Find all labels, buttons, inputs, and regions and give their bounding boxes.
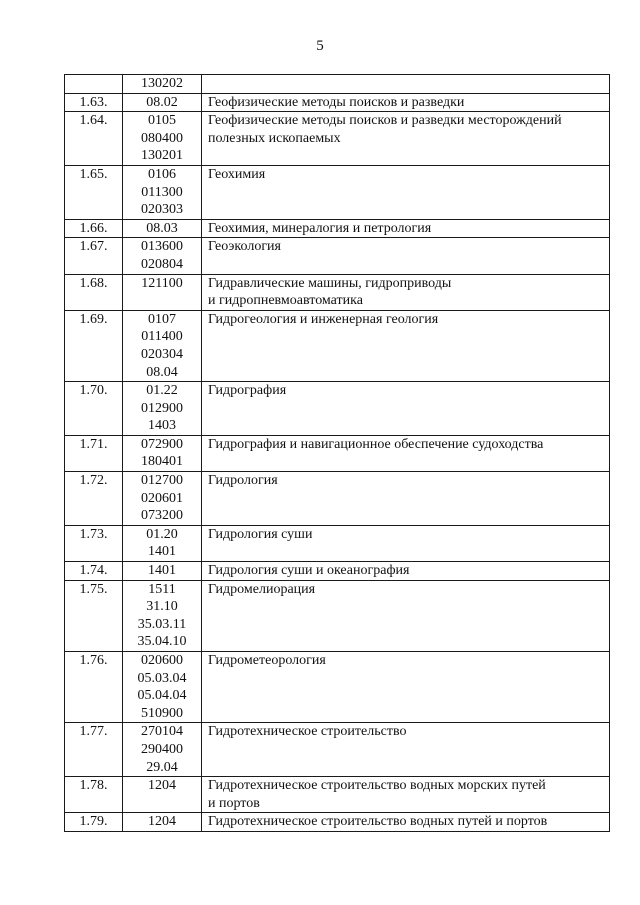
specialty-code: 1403 <box>148 418 176 434</box>
specialty-name-line: Гидрология суши и океанография <box>208 563 410 579</box>
specialty-code: 020304 <box>141 346 183 362</box>
specialty-code: 05.03.04 <box>137 670 187 686</box>
specialty-code: 013600 <box>141 239 183 255</box>
table-row <box>65 238 610 274</box>
row-number <box>65 75 123 94</box>
specialty-name <box>202 382 610 436</box>
specialty-name-line: Гидротехническое строительство <box>208 724 407 740</box>
specialty-codes <box>123 219 202 238</box>
specialty-code: 020601 <box>141 490 183 506</box>
row-number: 1.79. <box>65 813 123 832</box>
table-row <box>65 777 610 813</box>
row-number: 1.74. <box>65 562 123 581</box>
specialty-name <box>202 238 610 274</box>
specialty-name <box>202 75 610 94</box>
specialty-codes <box>123 813 202 832</box>
specialty-code: 35.03.11 <box>137 616 187 632</box>
specialty-name <box>202 652 610 723</box>
specialty-codes <box>123 580 202 651</box>
specialty-name <box>202 580 610 651</box>
specialty-code: 012900 <box>141 400 183 416</box>
specialty-codes <box>123 472 202 526</box>
specialty-name <box>202 723 610 777</box>
specialty-name-line: Гидрология <box>208 473 278 489</box>
table-row <box>65 382 610 436</box>
specialty-name <box>202 525 610 561</box>
table-row <box>65 525 610 561</box>
specialty-code: 072900 <box>141 436 183 452</box>
specialty-code: 0107 <box>148 311 176 327</box>
specialty-code: 01.22 <box>146 383 178 399</box>
specialty-name <box>202 562 610 581</box>
specialty-name <box>202 435 610 471</box>
specialty-code: 29.04 <box>146 759 178 775</box>
specialty-codes <box>123 310 202 381</box>
specialty-code: 0106 <box>148 166 176 182</box>
specialty-name <box>202 813 610 832</box>
table-row <box>65 165 610 219</box>
specialty-codes <box>123 525 202 561</box>
specialty-code: 05.04.04 <box>137 688 187 704</box>
specialty-name <box>202 472 610 526</box>
specialty-name <box>202 274 610 310</box>
row-number: 1.68. <box>65 274 123 310</box>
specialty-code: 121100 <box>141 275 183 291</box>
specialty-code: 290400 <box>141 741 183 757</box>
row-number: 1.73. <box>65 525 123 561</box>
row-number: 1.66. <box>65 219 123 238</box>
table-row <box>65 75 610 94</box>
row-number: 1.72. <box>65 472 123 526</box>
specialty-code: 020804 <box>141 256 183 272</box>
specialty-name-line: Геофизические методы поисков и разведки месторождений <box>208 113 562 129</box>
specialty-code: 1511 <box>148 581 176 597</box>
specialty-code: 0105 <box>148 113 176 129</box>
specialty-code: 08.02 <box>146 94 178 110</box>
specialty-name <box>202 112 610 166</box>
specialty-name-line: и портов <box>208 795 260 811</box>
table-row <box>65 652 610 723</box>
specialty-code: 510900 <box>141 705 183 721</box>
row-number: 1.71. <box>65 435 123 471</box>
specialty-code: 011300 <box>141 184 183 200</box>
table-row <box>65 112 610 166</box>
specialty-name-line: и гидропневмоавтоматика <box>208 293 363 309</box>
specialty-code: 130201 <box>141 148 183 164</box>
specialty-name-line: Гидрометеорология <box>208 653 326 668</box>
specialty-code: 073200 <box>141 508 183 524</box>
specialty-name <box>202 219 610 238</box>
row-number: 1.77. <box>65 723 123 777</box>
specialty-code: 012700 <box>141 473 183 489</box>
row-number: 1.76. <box>65 652 123 723</box>
row-number: 1.78. <box>65 777 123 813</box>
specialty-name-line: Геохимия, минералогия и петрология <box>208 220 432 236</box>
row-number: 1.69. <box>65 310 123 381</box>
specialty-name <box>202 93 610 112</box>
table-body <box>65 75 610 832</box>
row-number: 1.75. <box>65 580 123 651</box>
specialty-code: 1401 <box>148 544 176 560</box>
specialty-code: 020303 <box>141 202 183 218</box>
specialty-code: 080400 <box>141 130 183 146</box>
specialty-name <box>202 310 610 381</box>
specialty-codes <box>123 165 202 219</box>
row-number: 1.70. <box>65 382 123 436</box>
specialty-code: 180401 <box>141 454 183 470</box>
specialty-code: 01.20 <box>146 526 178 542</box>
specialty-codes <box>123 238 202 274</box>
specialty-code: 08.04 <box>146 364 178 380</box>
specialty-name-line: полезных ископаемых <box>208 130 341 146</box>
specialty-codes <box>123 562 202 581</box>
table-row <box>65 435 610 471</box>
table-row <box>65 219 610 238</box>
row-number: 1.63. <box>65 93 123 112</box>
table-row <box>65 93 610 112</box>
specialty-codes <box>123 777 202 813</box>
specialty-name-line: Геоэкология <box>208 239 281 255</box>
specialty-codes <box>123 112 202 166</box>
page-number: 5 <box>316 38 324 54</box>
specialty-name-line: Гидротехническое строительство водных путей и портов <box>208 814 548 830</box>
specialty-code: 1401 <box>148 563 176 579</box>
specialty-codes <box>123 274 202 310</box>
specialty-name <box>202 777 610 813</box>
specialty-codes <box>123 75 202 94</box>
specialty-name-line: Гидрография <box>208 383 287 399</box>
specialty-name-line: Гидромелиорация <box>208 581 316 597</box>
specialty-name-line: Гидравлические машины, гидроприводы <box>208 275 452 291</box>
specialty-codes <box>123 435 202 471</box>
specialty-codes <box>123 723 202 777</box>
specialty-codes <box>123 382 202 436</box>
table-row <box>65 723 610 777</box>
specialty-code: 130202 <box>141 76 183 91</box>
specialty-code: 08.03 <box>146 220 178 236</box>
specialty-code: 1204 <box>148 814 176 830</box>
specialty-code: 020600 <box>141 653 183 668</box>
table-row <box>65 580 610 651</box>
specialty-name-line: Гидротехническое строительство водных морских путей <box>208 778 546 794</box>
specialty-name <box>202 165 610 219</box>
specialty-code: 270104 <box>141 724 183 740</box>
specialty-name-line: Гидрология суши <box>208 526 313 542</box>
specialty-code: 1204 <box>148 778 176 794</box>
row-number: 1.64. <box>65 112 123 166</box>
table-row <box>65 813 610 832</box>
specialty-name-line: Гидрогеология и инженерная геология <box>208 311 439 327</box>
specialty-code: 31.10 <box>146 599 178 615</box>
specialty-code: 011400 <box>141 329 183 345</box>
specialty-name-line: Геохимия <box>208 166 266 182</box>
specialty-code: 35.04.10 <box>137 634 187 650</box>
table-row <box>65 562 610 581</box>
specialty-codes <box>123 652 202 723</box>
table-row <box>65 310 610 381</box>
row-number: 1.65. <box>65 165 123 219</box>
specialty-name-line: Геофизические методы поисков и разведки <box>208 94 465 110</box>
specialties-table <box>64 74 610 832</box>
table-row <box>65 472 610 526</box>
table-row <box>65 274 610 310</box>
specialty-name-line: Гидрография и навигационное обеспечение судоходства <box>208 436 544 452</box>
row-number: 1.67. <box>65 238 123 274</box>
specialty-codes <box>123 93 202 112</box>
